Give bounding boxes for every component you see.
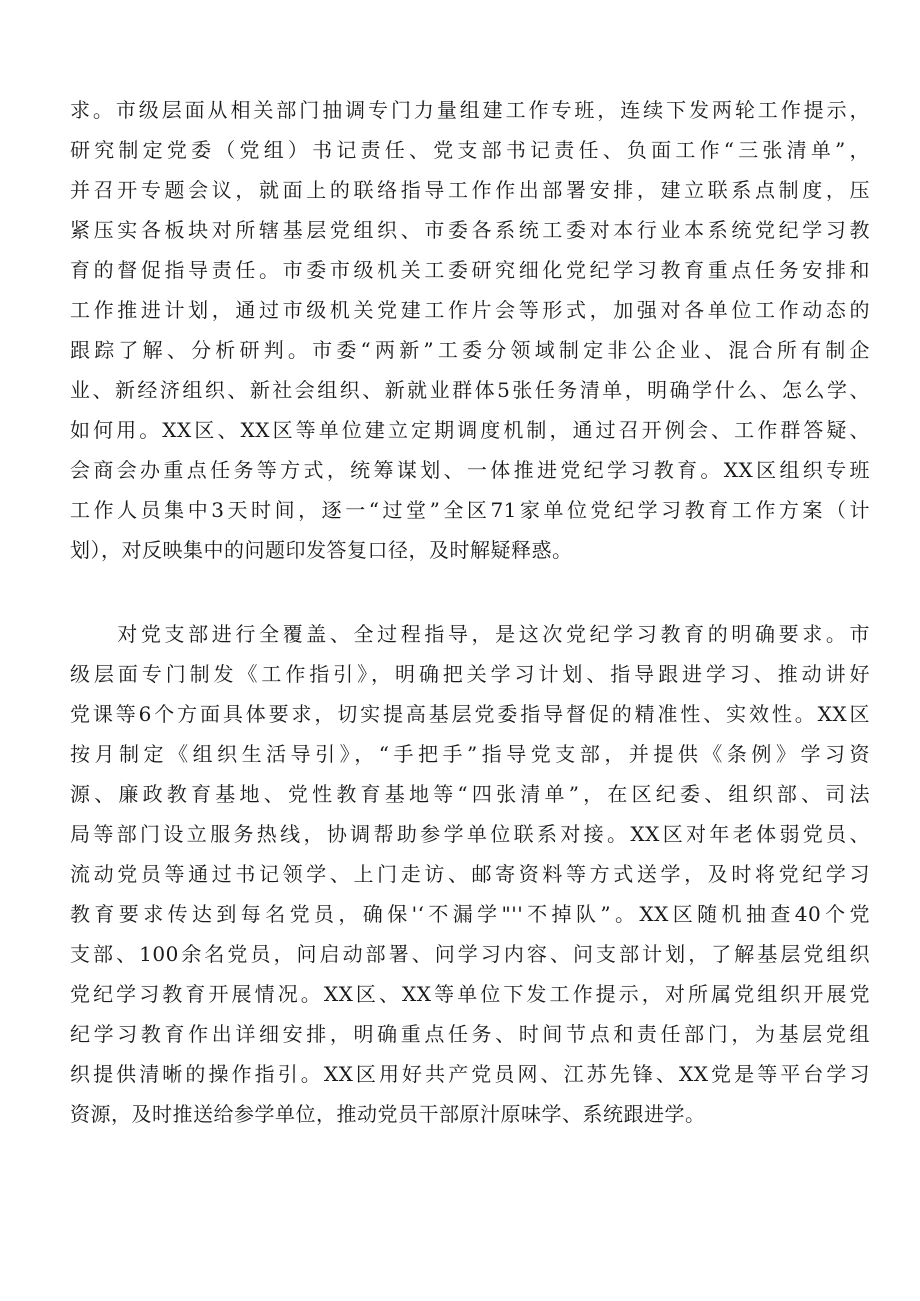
text-line: 织提供清晰的操作指引。XX区用好共产党员网、江苏先锋、XX党是等平台学习 xyxy=(70,1062,870,1086)
text-line: 研究制定党委（党组）书记责任、党支部书记责任、负面工作“三张清单”， xyxy=(70,138,870,162)
text-line: 纪学习教育作出详细安排，明确重点任务、时间节点和责任部门，为基层党组 xyxy=(70,1022,870,1046)
text-line: 工作人员集中3天时间，逐一“过堂”全区71家单位党纪学习教育工作方案（计 xyxy=(70,498,870,522)
paragraph-2 xyxy=(70,614,870,1134)
text-line: 育的督促指导责任。市委市级机关工委研究细化党纪学习教育重点任务安排和 xyxy=(70,258,870,282)
text-line: 对党支部进行全覆盖、全过程指导，是这次党纪学习教育的明确要求。市 xyxy=(70,622,870,646)
text-line: 级层面专门制发《工作指引》，明确把关学习计划、指导跟进学习、推动讲好 xyxy=(70,662,870,686)
text-line: 党课等6个方面具体要求，切实提高基层党委指导督促的精准性、实效性。XX区 xyxy=(70,702,870,726)
text-line: 求。市级层面从相关部门抽调专门力量组建工作专班，连续下发两轮工作提示， xyxy=(70,98,870,122)
text-line: 局等部门设立服务热线，协调帮助参学单位联系对接。XX区对年老体弱党员、 xyxy=(70,822,870,846)
text-line: 业、新经济组织、新社会组织、新就业群体5张任务清单，明确学什么、怎么学、 xyxy=(70,378,870,402)
text-line: 资源，及时推送给参学单位，推动党员干部原汁原味学、系统跟进学。 xyxy=(70,1102,706,1126)
text-line: 紧压实各板块对所辖基层党组织、市委各系统工委对本行业本系统党纪学习教 xyxy=(70,218,870,242)
text-line: 如何用。XX区、XX区等单位建立定期调度机制，通过召开例会、工作群答疑、 xyxy=(70,418,870,442)
text-line: 并召开专题会议，就面上的联络指导工作作出部署安排，建立联系点制度，压 xyxy=(70,178,870,202)
text-line: 教育要求传达到每名党员，确保'‘不漏学"''不掉队”。XX区随机抽查40个党 xyxy=(70,902,870,926)
text-line: 流动党员等通过书记领学、上门走访、邮寄资料等方式送学，及时将党纪学习 xyxy=(70,862,870,886)
text-line: 源、廉政教育基地、党性教育基地等“四张清单”，在区纪委、组织部、司法 xyxy=(70,782,870,806)
text-line: 党纪学习教育开展情况。XX区、XX等单位下发工作提示，对所属党组织开展党 xyxy=(70,982,870,1006)
text-line: 按月制定《组织生活导引》，“手把手”指导党支部，并提供《条例》学习资 xyxy=(70,742,870,766)
text-line: 划），对反映集中的问题印发答复口径，及时解疑释惑。 xyxy=(70,538,573,562)
text-line: 跟踪了解、分析研判。市委“两新”工委分领域制定非公企业、混合所有制企 xyxy=(70,338,870,362)
text-line: 支部、100余名党员，问启动部署、问学习内容、问支部计划，了解基层党组织 xyxy=(70,942,870,966)
text-line: 会商会办重点任务等方式，统筹谋划、一体推进党纪学习教育。XX区组织专班 xyxy=(70,458,870,482)
text-line: 工作推进计划，通过市级机关党建工作片会等形式，加强对各单位工作动态的 xyxy=(70,298,870,322)
paragraph-1 xyxy=(70,90,870,570)
